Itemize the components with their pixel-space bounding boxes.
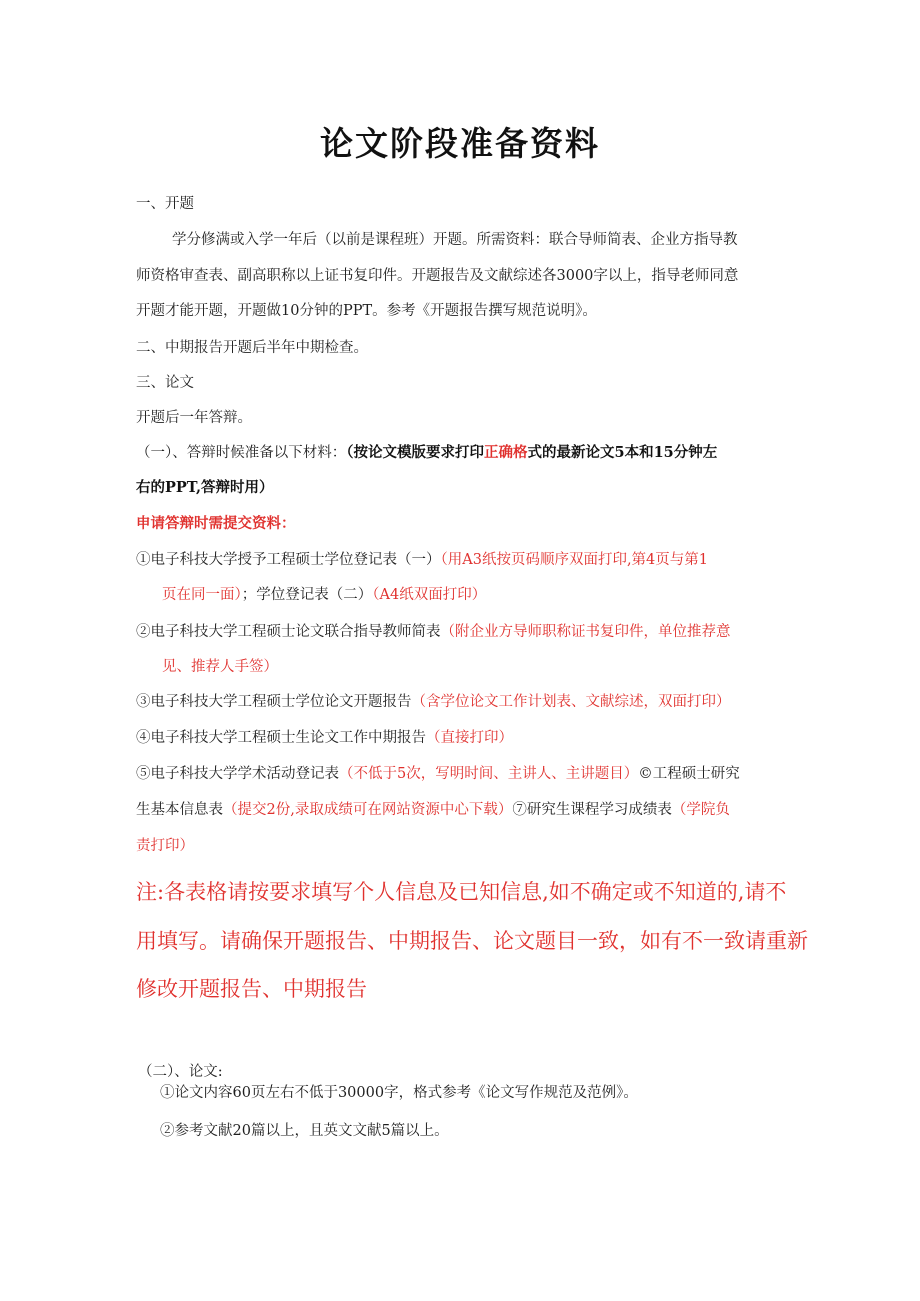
list-item-text: ④电子科技大学工程硕士生论文工作中期报告 xyxy=(136,730,426,746)
list-item-degree-registration-cont xyxy=(162,584,812,606)
note-line-1: 注:各表格请按要求填写个人信息及已知信息,如不确定或不知道的,请不 xyxy=(136,880,787,904)
section-heading-thesis: 三、论文 xyxy=(136,375,194,391)
list-item-note: （用A3纸按页码顺序双面打印,第4页与第1 xyxy=(440,552,709,568)
list-item-text: 生基本信息表 xyxy=(136,802,223,818)
list-item-proposal-report xyxy=(136,691,786,713)
list-item-text: ⑤电子科技大学学术活动登记表 xyxy=(136,766,339,782)
list-item-student-info xyxy=(136,799,786,821)
list-item-note: （不低于5次，写明时间、主讲人、主讲题目） xyxy=(339,766,639,782)
thesis-subsection-heading: （二）、论文: xyxy=(138,1064,223,1080)
list-item-note: （提交2份,录取成绩可在网站资源中心下载） xyxy=(223,802,513,818)
list-item-joint-supervisor xyxy=(136,621,786,643)
defense-materials-line-2: 右的PPT,答辩时用） xyxy=(136,479,274,496)
apply-defense-heading: 申请答辩时需提交资料： xyxy=(136,515,296,532)
list-item-text: ©工程硕士研究 xyxy=(638,766,740,782)
defense-materials-highlight: 正确格 xyxy=(484,444,528,461)
proposal-paragraph-line-3: 开题才能开题，开题做10分钟的PPT。参考《开题报告撰写规范说明》。 xyxy=(136,303,597,319)
list-item-joint-supervisor-cont: 见、推荐人手签） xyxy=(162,659,278,675)
list-item-note: （学院负 xyxy=(671,802,730,818)
list-item-text: ；学位登记表（二） xyxy=(241,587,373,603)
list-item-note: （A4纸双面打印） xyxy=(372,587,487,603)
list-item-text: ③电子科技大学工程硕士学位论文开题报告 xyxy=(136,694,412,710)
list-item-text: ①电子科技大学授予工程硕士学位登记表（一） xyxy=(136,552,441,568)
thesis-requirement-1: ①论文内容60页左右不低于30000字，格式参考《论文写作规范及范例》。 xyxy=(160,1085,638,1101)
thesis-intro: 开题后一年答辩。 xyxy=(136,410,252,426)
proposal-paragraph-line-1: 学分修满或入学一年后（以前是课程班）开题。所需资料：联合导师简表、企业方指导教 xyxy=(172,232,738,248)
thesis-requirement-2: ②参考文献20篇以上，且英文文献5篇以上。 xyxy=(160,1123,449,1139)
list-item-midterm-report xyxy=(136,727,786,749)
note-line-3: 修改开题报告、中期报告 xyxy=(136,977,367,1001)
list-item-text: ⑦研究生课程学习成绩表 xyxy=(512,802,672,818)
section-heading-proposal: 一、开题 xyxy=(136,196,194,212)
list-item-degree-registration xyxy=(136,549,786,571)
proposal-paragraph-line-2: 师资格审查表、副高职称以上证书复印件。开题报告及文献综述各3000字以上，指导老师同意 xyxy=(136,268,739,284)
list-item-note: （直接打印） xyxy=(426,730,513,746)
list-item-note: 页在同一面） xyxy=(162,587,242,603)
section-heading-midterm: 二、中期报告开题后半年中期检查。 xyxy=(136,340,368,356)
defense-materials-requirement-cont: 式的最新论文5本和15分钟左 xyxy=(527,444,718,461)
page-title: 论文阶段准备资料 xyxy=(320,124,600,163)
list-item-text: ②电子科技大学工程硕士论文联合指导教师简表 xyxy=(136,624,441,640)
defense-materials-line-1 xyxy=(136,442,786,464)
list-item-course-grades-cont: 责打印） xyxy=(136,838,194,854)
list-item-academic-activity xyxy=(136,763,786,785)
defense-materials-requirement: （按论文模版要求打印 xyxy=(346,444,484,461)
note-line-2: 用填写。请确保开题报告、中期报告、论文题目一致，如有不一致请重新 xyxy=(136,929,808,953)
list-item-note: （附企业方导师职称证书复印件，单位推荐意 xyxy=(440,624,731,640)
list-item-note: （含学位论文工作计划表、文献综述，双面打印） xyxy=(411,694,731,710)
defense-materials-label: （一）、答辩时候准备以下材料： xyxy=(136,445,347,461)
